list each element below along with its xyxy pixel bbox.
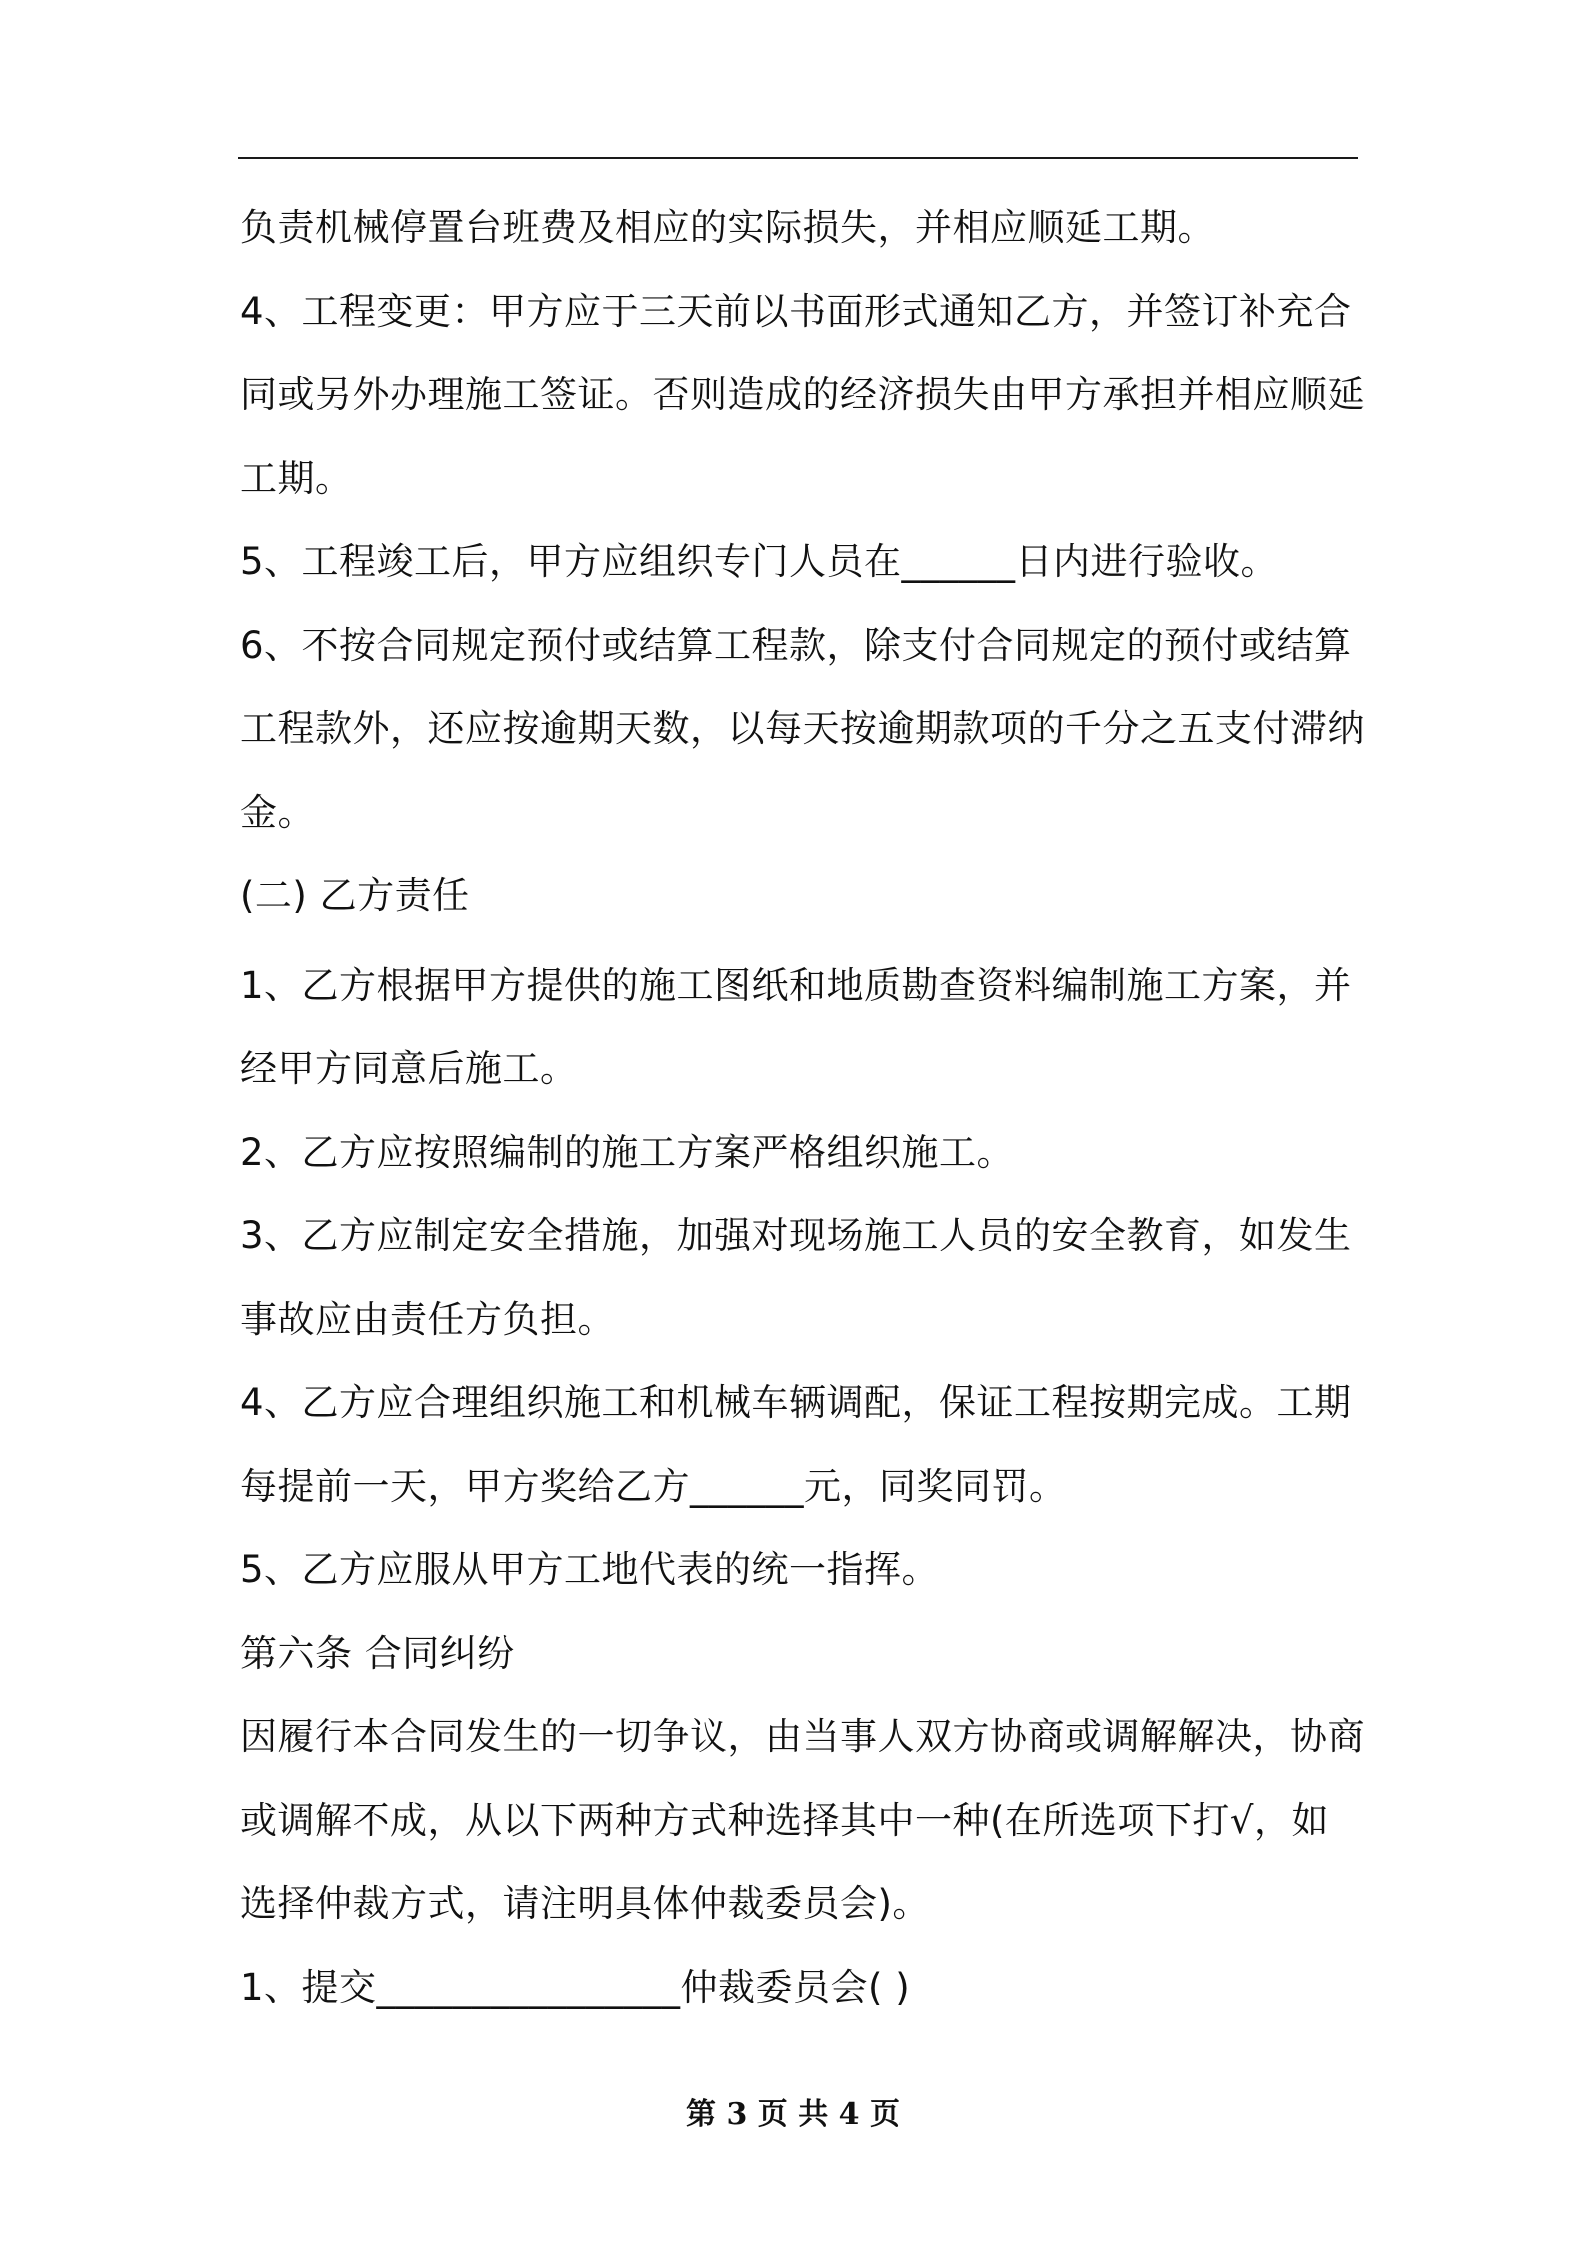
- paragraph-line: 6、不按合同规定预付或结算工程款，除支付合同规定的预付或结算: [240, 624, 1352, 667]
- page-number: 第 3 页 共 4 页: [686, 2097, 900, 2132]
- paragraph-line: 工程款外，还应按逾期天数，以每天按逾期款项的千分之五支付滞纳: [240, 707, 1365, 750]
- header-divider: [238, 157, 1358, 159]
- paragraph-line: 金。: [240, 791, 315, 834]
- paragraph-line: 5、乙方应服从甲方工地代表的统一指挥。: [240, 1548, 940, 1591]
- paragraph-line: 选择仲裁方式，请注明具体仲裁委员会)。: [240, 1882, 930, 1925]
- paragraph-line: 4、工程变更：甲方应于三天前以书面形式通知乙方，并签订补充合: [240, 290, 1352, 333]
- paragraph-line: 因履行本合同发生的一切争议，由当事人双方协商或调解解决，协商: [240, 1715, 1365, 1758]
- paragraph-line: 同或另外办理施工签证。否则造成的经济损失由甲方承担并相应顺延: [240, 373, 1365, 416]
- paragraph-line: 负责机械停置台班费及相应的实际损失，并相应顺延工期。: [240, 206, 1215, 249]
- paragraph-line: 3、乙方应制定安全措施，加强对现场施工人员的安全教育，如发生: [240, 1214, 1352, 1257]
- paragraph-line: 1、提交________________仲裁委员会( ): [240, 1966, 911, 2009]
- paragraph-line: 1、乙方根据甲方提供的施工图纸和地质勘查资料编制施工方案，并: [240, 964, 1352, 1007]
- paragraph-line: 或调解不成，从以下两种方式种选择其中一种(在所选项下打√，如: [240, 1799, 1330, 1842]
- article-heading: 第六条 合同纠纷: [240, 1632, 515, 1675]
- paragraph-line: 2、乙方应按照编制的施工方案严格组织施工。: [240, 1131, 1015, 1174]
- paragraph-line: 5、工程竣工后，甲方应组织专门人员在______日内进行验收。: [240, 540, 1279, 583]
- paragraph-line: 工期。: [240, 457, 353, 500]
- section-heading: (二) 乙方责任: [240, 874, 470, 917]
- paragraph-line: 经甲方同意后施工。: [240, 1047, 578, 1090]
- paragraph-line: 事故应由责任方负担。: [240, 1298, 615, 1341]
- paragraph-line: 每提前一天，甲方奖给乙方______元，同奖同罚。: [240, 1465, 1067, 1508]
- paragraph-line: 4、乙方应合理组织施工和机械车辆调配，保证工程按期完成。工期: [240, 1381, 1352, 1424]
